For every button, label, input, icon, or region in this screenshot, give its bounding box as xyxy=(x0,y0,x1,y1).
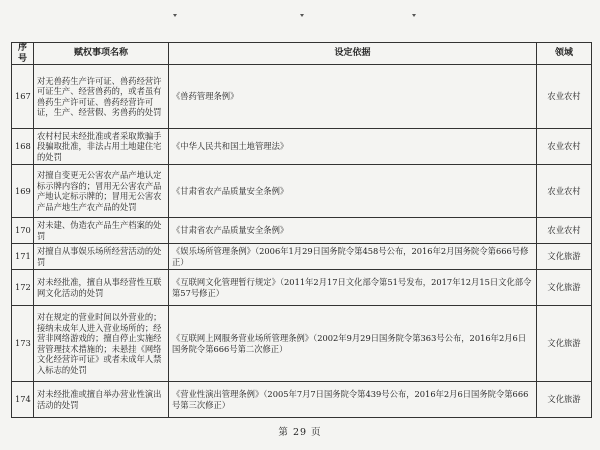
authorization-table xyxy=(11,42,592,418)
row-domain: 农业农村 xyxy=(537,129,592,165)
table-row xyxy=(12,382,592,418)
row-basis: 《中华人民共和国土地管理法》 xyxy=(169,129,537,165)
row-item: 对无兽药生产许可证、兽药经营许可证生产、经营兽药的，或者虽有兽药生产许可证、兽药经营许可证，生产、经营假、劣兽药的处罚 xyxy=(34,65,169,129)
row-index: 168 xyxy=(12,129,34,165)
row-domain: 文化旅游 xyxy=(537,244,592,270)
table-row xyxy=(12,270,592,306)
row-index: 169 xyxy=(12,165,34,218)
row-basis: 《甘肃省农产品质量安全条例》 xyxy=(169,218,537,244)
table-row xyxy=(12,244,592,270)
row-basis: 《营业性演出管理条例》（2005年7月7日国务院令第439号公布，2016年2月6日国务院令第666号第三次修正） xyxy=(169,382,537,418)
row-index: 170 xyxy=(12,218,34,244)
table-row xyxy=(12,165,592,218)
row-domain: 文化旅游 xyxy=(537,306,592,382)
row-index: 171 xyxy=(12,244,34,270)
scan-mark xyxy=(300,14,304,17)
scan-mark xyxy=(412,14,416,17)
table-row xyxy=(12,129,592,165)
header-item: 赋权事项名称 xyxy=(34,43,169,65)
row-index: 167 xyxy=(12,65,34,129)
page-number: 第 29 页 xyxy=(278,427,322,438)
row-item: 农村村民未经批准或者采取欺骗手段骗取批准，非法占用土地建住宅的处罚 xyxy=(34,129,169,165)
row-domain: 文化旅游 xyxy=(537,382,592,418)
row-index: 173 xyxy=(12,306,34,382)
row-item: 对擅自从事娱乐场所经营活动的处罚 xyxy=(34,244,169,270)
table-row xyxy=(12,306,592,382)
row-item: 对在规定的营业时间以外营业的；接纳未成年人进入营业场所的；经营非网络游戏的；擅自停止实施经营管理技术措施的；未悬挂《网络文化经营许可证》或者未成年人禁入标志的处罚 xyxy=(34,306,169,382)
header-domain: 领域 xyxy=(537,43,592,65)
row-basis: 《兽药管理条例》 xyxy=(169,65,537,129)
header-basis: 设定依据 xyxy=(169,43,537,65)
row-basis: 《互联网文化管理暂行规定》（2011年2月17日文化部令第51号发布，2017年12月15日文化部令第57号修正） xyxy=(169,270,537,306)
table-header-row xyxy=(12,43,592,65)
header-index: 序号 xyxy=(12,43,34,65)
table-row xyxy=(12,218,592,244)
scan-mark xyxy=(173,14,177,17)
row-basis: 《娱乐场所管理条例》（2006年1月29日国务院令第458号公布，2016年2月国务院令第666号修正） xyxy=(169,244,537,270)
row-basis: 《互联网上网服务营业场所管理条例》（2002年9月29日国务院令第363号公布，2016年2月6日国务院令第666号第二次修正） xyxy=(169,306,537,382)
row-domain: 农业农村 xyxy=(537,165,592,218)
row-domain: 农业农村 xyxy=(537,218,592,244)
row-index: 172 xyxy=(12,270,34,306)
row-domain: 农业农村 xyxy=(537,65,592,129)
row-basis: 《甘肃省农产品质量安全条例》 xyxy=(169,165,537,218)
row-index: 174 xyxy=(12,382,34,418)
table-row xyxy=(12,65,592,129)
row-item: 对未经批准，擅自从事经营性互联网文化活动的处罚 xyxy=(34,270,169,306)
row-item: 对未经批准或擅自举办营业性演出活动的处罚 xyxy=(34,382,169,418)
row-domain: 文化旅游 xyxy=(537,270,592,306)
row-item: 对擅自变更无公害农产品产地认定标示牌内容的；冒用无公害农产品产地认定标示牌的；冒用无公害农产品产地生产农产品的处罚 xyxy=(34,165,169,218)
row-item: 对未建、伪造农产品生产档案的处罚 xyxy=(34,218,169,244)
